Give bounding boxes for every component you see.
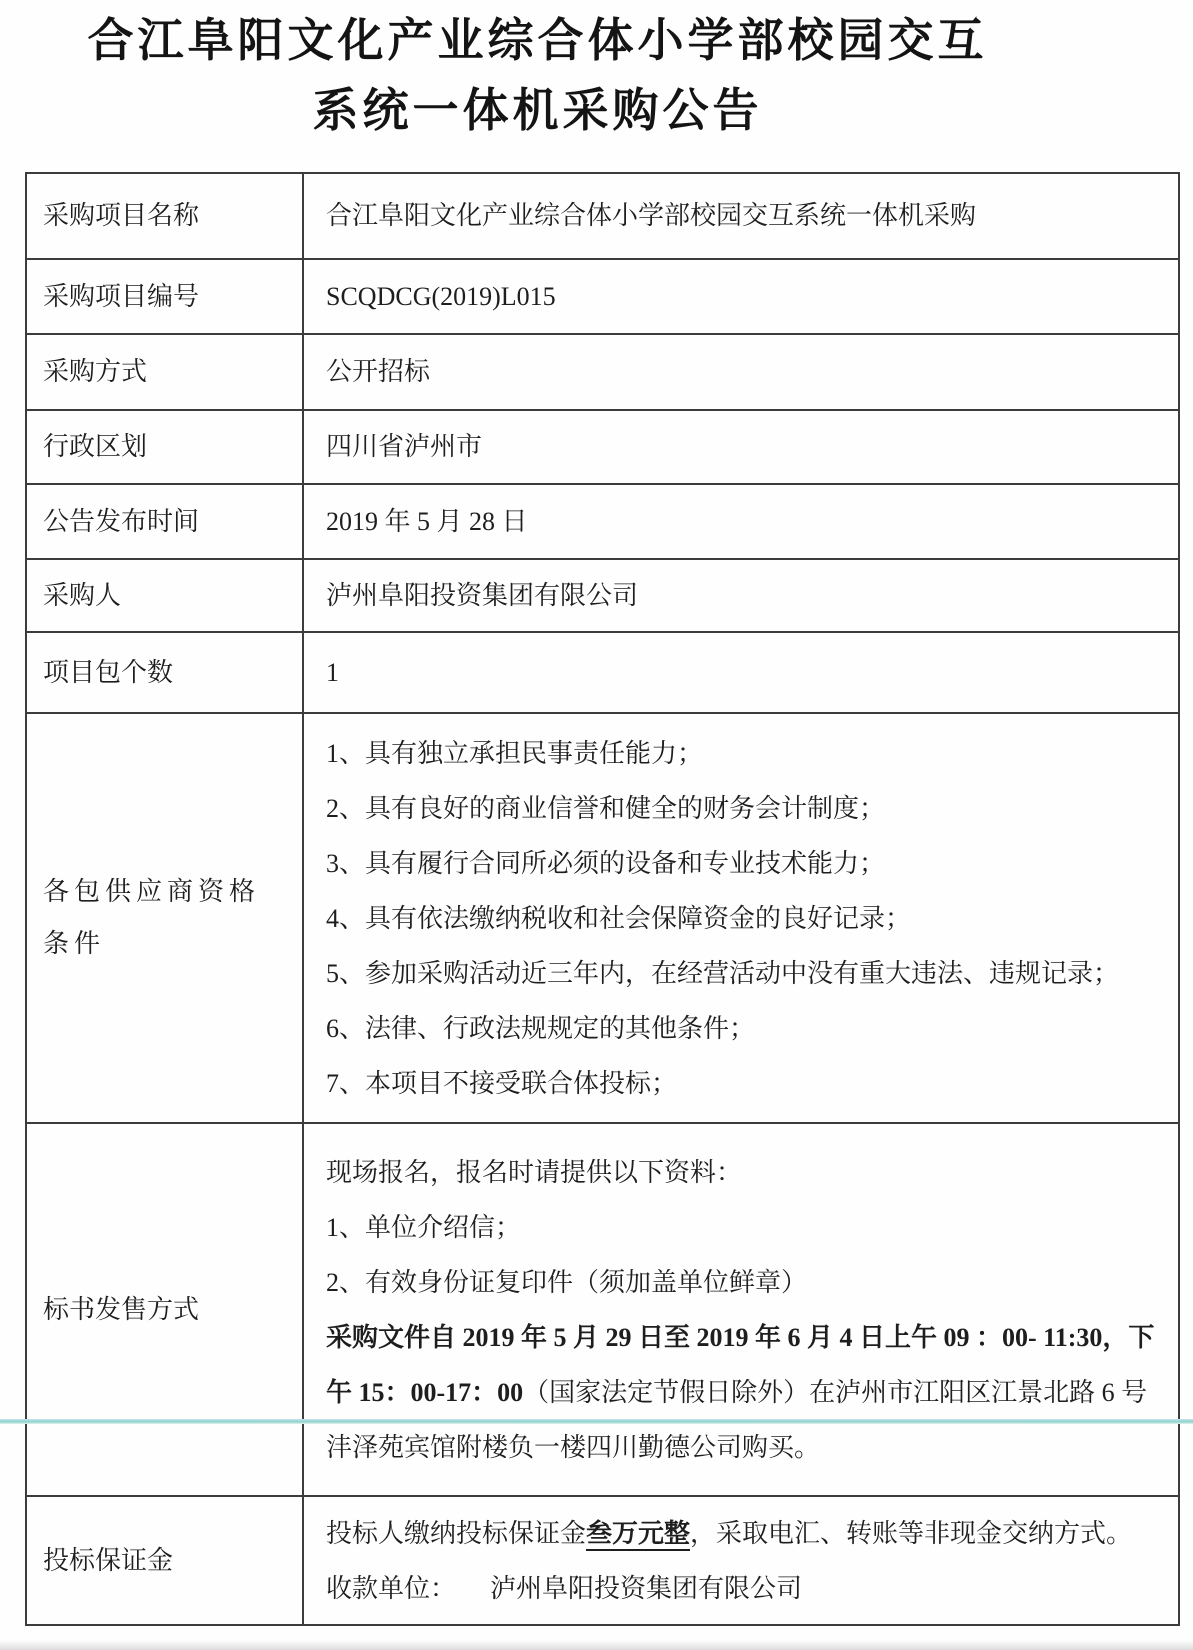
bid-bond-payee-line [326,1561,802,1616]
row-value-publish-date: 2019 年 5 月 28 日 [326,506,528,536]
qualification-item-2: 2、具有良好的商业信誉和健全的财务会计制度； [326,793,886,823]
table-row-publish-date [27,483,1178,558]
row-value-bid-bond [304,1497,1178,1624]
procurement-table [25,172,1180,1626]
row-value-admin-region: 四川省泸州市 [326,432,483,461]
payee-value: 泸州阜阳投资集团有限公司 [490,1573,803,1603]
row-label-bid-bond: 投标保证金 [27,1497,304,1624]
table-row-project-name [27,174,1178,258]
bid-bond-amount: 叁万元整 [586,1519,690,1551]
qualification-item-1: 1、具有独立承担民事责任能力； [326,738,704,768]
bid-bond-amount-line [326,1506,1132,1561]
row-value-project-number: SCQDCG(2019)L015 [326,281,556,311]
row-value-procurement-method: 公开招标 [326,357,431,386]
page-title [0,0,1075,146]
page-title-line2: 系统一体机采购公告 [312,85,763,136]
table-row-bid-doc-sale [27,1122,1178,1495]
row-label-procurement-method: 采购方式 [27,335,304,409]
row-label-admin-region: 行政区划 [27,411,304,483]
bid-bond-suffix: ，采取电汇、转账等非现金交纳方式。 [690,1518,1133,1548]
row-value-project-name: 合江阜阳文化产业综合体小学部校园交互系统一体机采购 [326,201,977,230]
qualification-item-7: 7、本项目不接受联合体投标； [326,1068,678,1098]
table-row-project-number [27,258,1178,333]
bid-doc-sale-line-2: 1、单位介绍信； [326,1212,522,1242]
row-label-publish-date: 公告发布时间 [27,485,304,558]
scan-bottom-edge [0,1640,1193,1650]
row-label-package-count: 项目包个数 [27,633,304,712]
row-label-purchaser: 采购人 [27,560,304,631]
row-label-project-name: 采购项目名称 [27,174,304,258]
row-label-project-number: 采购项目编号 [27,260,304,333]
row-value-purchaser: 泸州阜阳投资集团有限公司 [326,580,639,610]
page-title-line1: 合江阜阳文化产业综合体小学部校园交互 [87,15,988,66]
table-row-package-count [27,631,1178,712]
table-row-admin-region [27,409,1178,483]
row-value-supplier-qualifications [304,714,1178,1122]
bid-doc-sale-line-3: 2、有效身份证复印件（须加盖单位鲜章） [326,1267,808,1297]
bid-doc-sale-line-1: 现场报名，报名时请提供以下资料： [326,1157,743,1187]
supplier-qualifications-label-text: 各包供应商资格条件 [43,877,261,958]
payee-label: 收款单位： [326,1573,457,1603]
table-row-purchaser [27,558,1178,631]
row-value-bid-doc-sale [304,1124,1178,1495]
row-value-package-count: 1 [326,657,339,687]
qualification-item-3: 3、具有履行合同所必须的设备和专业技术能力； [326,848,886,878]
bid-bond-prefix: 投标人缴纳投标保证金 [326,1518,587,1548]
purchase-location-regular: （国家法定节假日除外）在泸州市江阳区江景北路 6 号沣泽苑宾馆附楼负一楼四川勤德公司购买。 [326,1377,1148,1462]
bid-doc-sale-purchase-info [326,1310,1168,1475]
qualification-item-6: 6、法律、行政法规规定的其他条件； [326,1013,756,1043]
table-row-procurement-method [27,333,1178,409]
purchase-period-bold: 采购文件自 2019 年 5 月 29 日至 2019 年 6 月 4 日上午 09 ：00- 11:30，下午 15：00-17：00 [326,1322,1155,1407]
qualification-item-4: 4、具有依法缴纳税收和社会保障资金的良好记录； [326,903,912,933]
row-label-bid-doc-sale: 标书发售方式 [27,1124,304,1495]
table-row-bid-bond [27,1495,1178,1624]
row-label-supplier-qualifications [27,714,304,1122]
qualification-item-5: 5、参加采购活动近三年内，在经营活动中没有重大违法、违规记录； [326,958,1120,988]
table-row-supplier-qualifications [27,712,1178,1122]
